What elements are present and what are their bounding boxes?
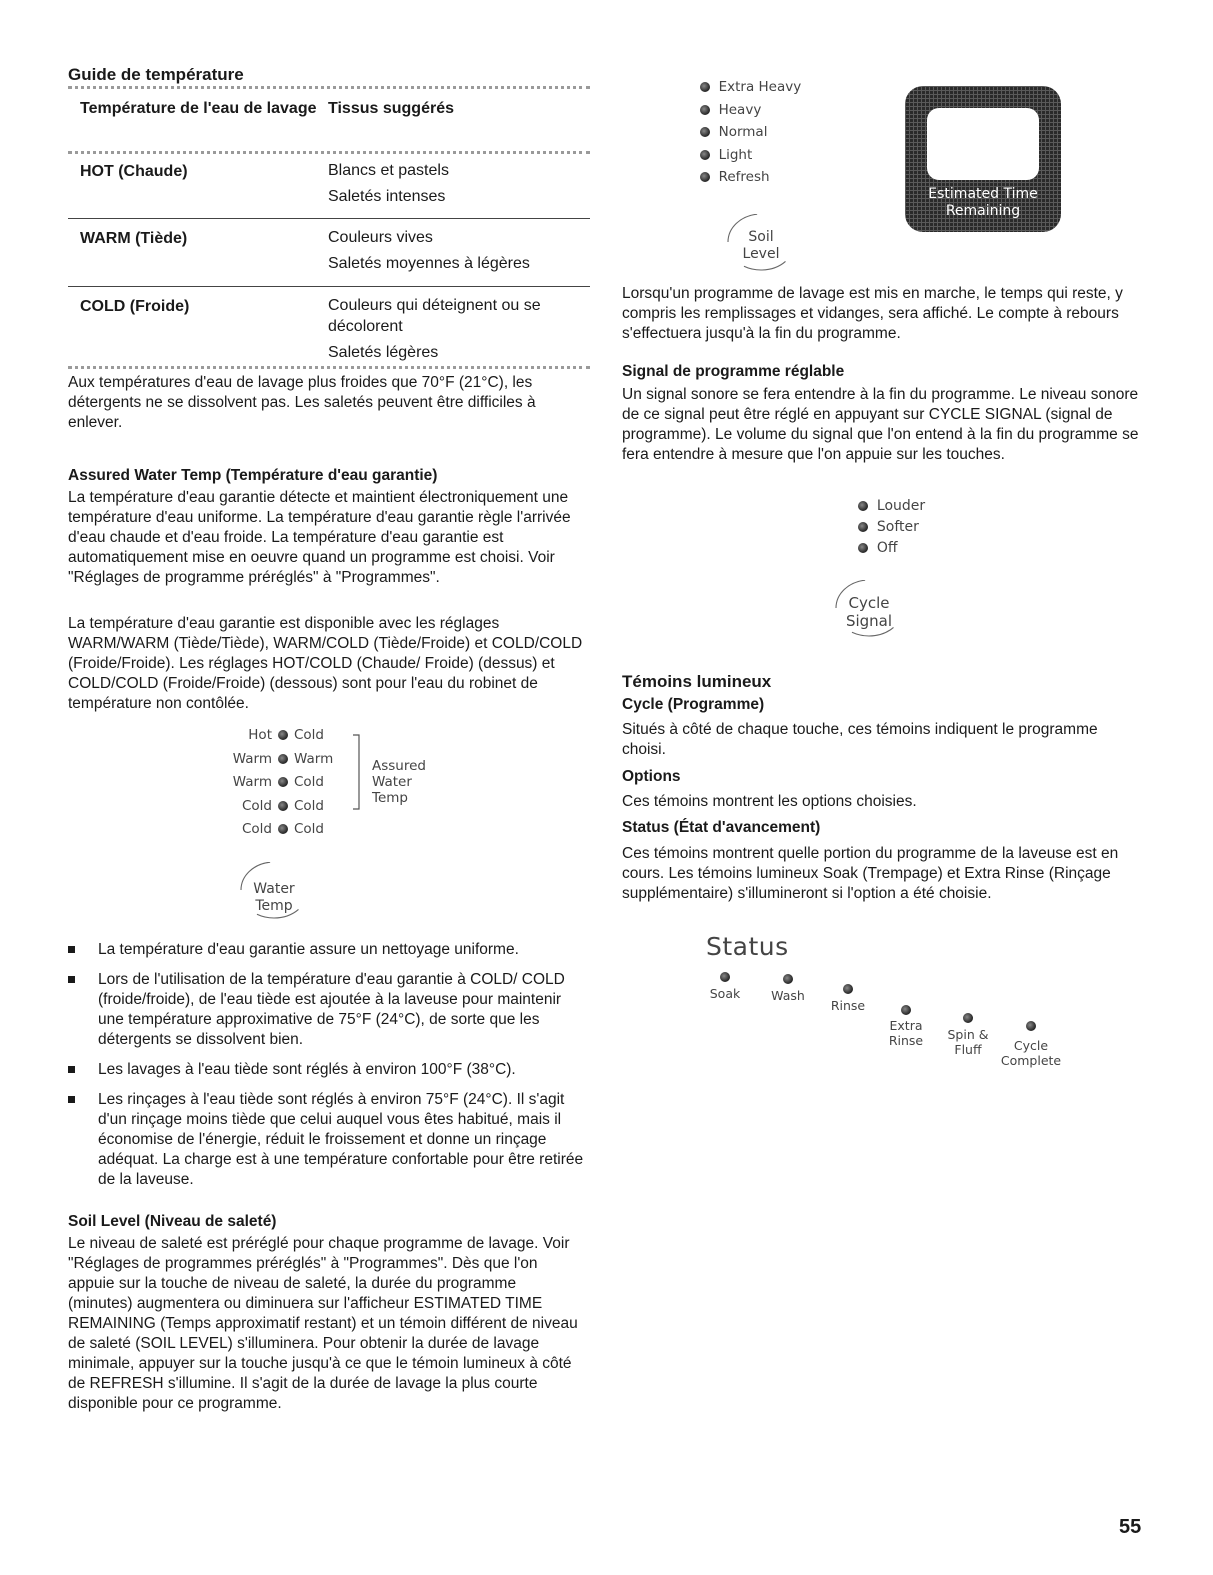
water-temp-panel [226,724,486,844]
display-label-line: Estimated Time [928,186,1038,202]
indicator-light [901,1005,911,1015]
status-step-label: Wash [771,988,805,1003]
signal-paragraph: Un signal sonore se fera entendre à la fin du programme. Le niveau sonore de ce signal peut être réglé en appuyant sur CYCLE SIGNAL (signal de programme). Le volume du signal que l'on entend à la fin du programme se fera entendre à mesure que l'on appuie sur les touches. [622,386,1139,463]
indicator-light [1026,1021,1036,1031]
rinse-temp: Cold [294,727,325,743]
status-step-label: Extra Rinse [888,1018,924,1048]
bracket-label-line: Water [372,774,412,790]
list-item: Les lavages à l'eau tiède sont réglés à environ 100°F (38°C). [68,1060,590,1080]
rinse-temp: Cold [294,821,325,837]
divider [68,151,590,154]
button-label: Signal [845,612,893,630]
soil-option-label: Heavy [718,101,762,118]
cycle-subtitle: Cycle (Programme) [622,696,765,713]
wash-temp: Cold [241,797,272,814]
soil-paragraph: Le niveau de saleté est préréglé pour chaque programme de lavage. Voir "Réglages de programmes préréglés" à "Programmes". Dès que l'on appuie sur la touche de niveau de saleté, la durée du programme (minutes) augmentera ou diminuera sur l'afficheur ESTIMATED TIME REMAINING (Temps approximatif restant) et un témoin différent de niveau de saleté (SOIL LEVEL) s'illuminera. Pour obtenir la durée de lavage minimale, appuyer sur la touche jusqu'à ce que le témoin lumineux à côté de REFRESH s'illumine. Il s'agit de la durée de lavage la plus courte disponible pour ce programme. [68,1235,578,1412]
signal-title: Signal de programme réglable [622,363,845,380]
wash-temp: Warm [232,774,272,790]
status-paragraph: Ces témoins montrent quelle portion du programme de la laveuse est en cours. Les témoins lumineux Soak (Trempage) et Extra Rinse (Rinçage supplémentaire) s'illumineront si l'option a été choisie. [622,845,1119,902]
row-temp: WARM (Tiède) [80,230,188,247]
status-step [998,1002,1064,1083]
divider [68,218,590,219]
soil-option-label: Normal [718,124,768,140]
divider [68,366,590,369]
page-number: 55 [1119,1516,1142,1538]
water-temp-button[interactable] [231,862,317,920]
wash-temp: Cold [241,821,272,837]
right-column-lower [622,0,1142,1575]
indicator-light [278,754,288,764]
status-step [707,968,743,1001]
row-fabric: Saletés légères [328,344,439,361]
list-item: La température d'eau garantie assure un nettoyage uniforme. [68,940,590,960]
assured-bracket-label [372,758,426,806]
table-header [68,99,590,119]
wash-temp: Warm [232,750,272,767]
signal-option-label: Louder [876,498,926,514]
indicator-light [963,1013,973,1023]
header-fabrics: Tissus suggérés [328,100,454,117]
bracket-label-line: Assured [372,758,426,774]
indicator-light [278,730,288,740]
assured-title: Assured Water Temp (Température d'eau garantie) [68,467,438,484]
indicator-light [783,974,793,984]
signal-option-label: Softer [876,519,919,535]
status-step [944,994,992,1072]
status-step-label: Rinse [830,998,866,1013]
status-heading: Status [706,932,789,961]
status-step-label: Spin & Fluff [947,1027,989,1057]
row-fabric: Saletés moyennes à légères [328,255,530,272]
indicator-light [278,777,288,787]
row-fabric: Couleurs qui déteignent ou se décolorent [328,297,541,335]
soil-option-label: Refresh [718,169,770,185]
status-subtitle: Status (État d'avancement) [622,819,821,836]
temp-note: Aux températures d'eau de lavage plus froides que 70°F (21°C), les détergents ne se dissolvent pas. Les saletés peuvent être difficiles à enlever. [68,374,536,431]
cycle-paragraph: Situés à côté de chaque touche, ces témoins indiquent le programme choisi. [622,721,1098,758]
button-label: Water [253,881,295,897]
soil-option-label: Extra Heavy [718,79,802,95]
options-paragraph: Ces témoins montrent les options choisies. [622,793,917,810]
row-fabric: Saletés intenses [328,188,446,205]
temp-option[interactable] [226,724,336,748]
rinse-temp: Cold [294,774,325,790]
temp-option[interactable] [226,771,336,795]
assured-paragraph: La température d'eau garantie est disponible avec les réglages WARM/WARM (Tiède/Tiède), WARM/COLD (Tiède/Froide) et COLD/COLD (Froide/Froide). Les réglages HOT/COLD (Chaude/ Froide) (dessus) et COLD/COLD (Froide/Froide) (dessous) sont pour l'eau du robinet de température non contôlée. [68,615,583,712]
temp-guide-title: Guide de température [68,65,244,84]
status-step-label: Cycle Complete [1000,1038,1062,1068]
table-row [68,295,590,363]
table-row [68,227,590,274]
list-item: Les rinçages à l'eau tiède sont réglés à environ 75°F (24°C). Il s'agit d'un rinçage moins tiède que celui auquel vous êtes habitué, mais il économise de l'énergie, réduit le froissement et donne un rinçage adéquat. La charge est à une température confortable pour être retirée de la laveuse. [68,1090,590,1190]
indicator-light [278,801,288,811]
temp-option[interactable] [226,818,336,842]
row-fabric: Blancs et pastels [328,162,449,179]
bracket-label-line: Temp [372,790,408,806]
status-step [828,980,868,1013]
indicator-light [278,824,288,834]
button-label: Cycle [848,594,890,612]
display-label-line: Remaining [945,203,1021,219]
list-item: Lors de l'utilisation de la température d'eau garantie à COLD/ COLD (froide/froide), de l'eau tiède est ajoutée à la laveuse pour maintenir une température approximative de 75°F (24°C), de sorte que les détergents se dissolvent bien. [68,970,590,1050]
row-temp: COLD (Froide) [80,298,190,315]
status-step-label: Soak [709,986,741,1001]
soil-title: Soil Level (Niveau de saleté) [68,1213,277,1230]
options-subtitle: Options [622,768,681,785]
status-step [886,986,926,1063]
header-water-temp: Température de l'eau de lavage [80,100,317,117]
rinse-temp: Warm [294,750,334,767]
temp-options [226,724,336,842]
button-label: Soil [748,229,774,245]
button-label: Temp [255,898,293,914]
soil-after-paragraph: Lorsqu'un programme de lavage est mis en marche, le temps qui reste, y compris les remplissages et vidanges, sera affiché. Le compte à rebours s'effectuera jusqu'à la fin du programme. [622,285,1123,342]
button-label: Level [742,246,780,262]
indicator-light [843,984,853,994]
temp-option[interactable] [226,795,336,819]
soil-option-label: Light [718,146,753,163]
divider [68,86,590,89]
row-fabric: Couleurs vives [328,229,433,246]
temoins-title: Témoins lumineux [622,672,772,691]
status-step [768,970,808,1003]
row-temp: HOT (Chaude) [80,163,188,180]
assured-paragraph: La température d'eau garantie détecte et maintient électroniquement une température d'eau uniforme. La température d'eau garantie règle l'arrivée d'eau chaude et d'eau froide. La température d'eau garantie est automatiquement mise en oeuvre quand un programme est choisi. Voir "Réglages de programme préréglés" à "Programmes". [68,489,571,586]
temp-option[interactable] [226,748,336,772]
assured-bullet-list [68,940,590,1200]
indicator-light [720,972,730,982]
divider [68,286,590,287]
wash-temp: Hot [248,727,272,743]
assured-bracket [352,734,364,810]
table-row [68,160,590,207]
signal-option-label: Off [876,540,898,556]
rinse-temp: Cold [294,797,325,814]
